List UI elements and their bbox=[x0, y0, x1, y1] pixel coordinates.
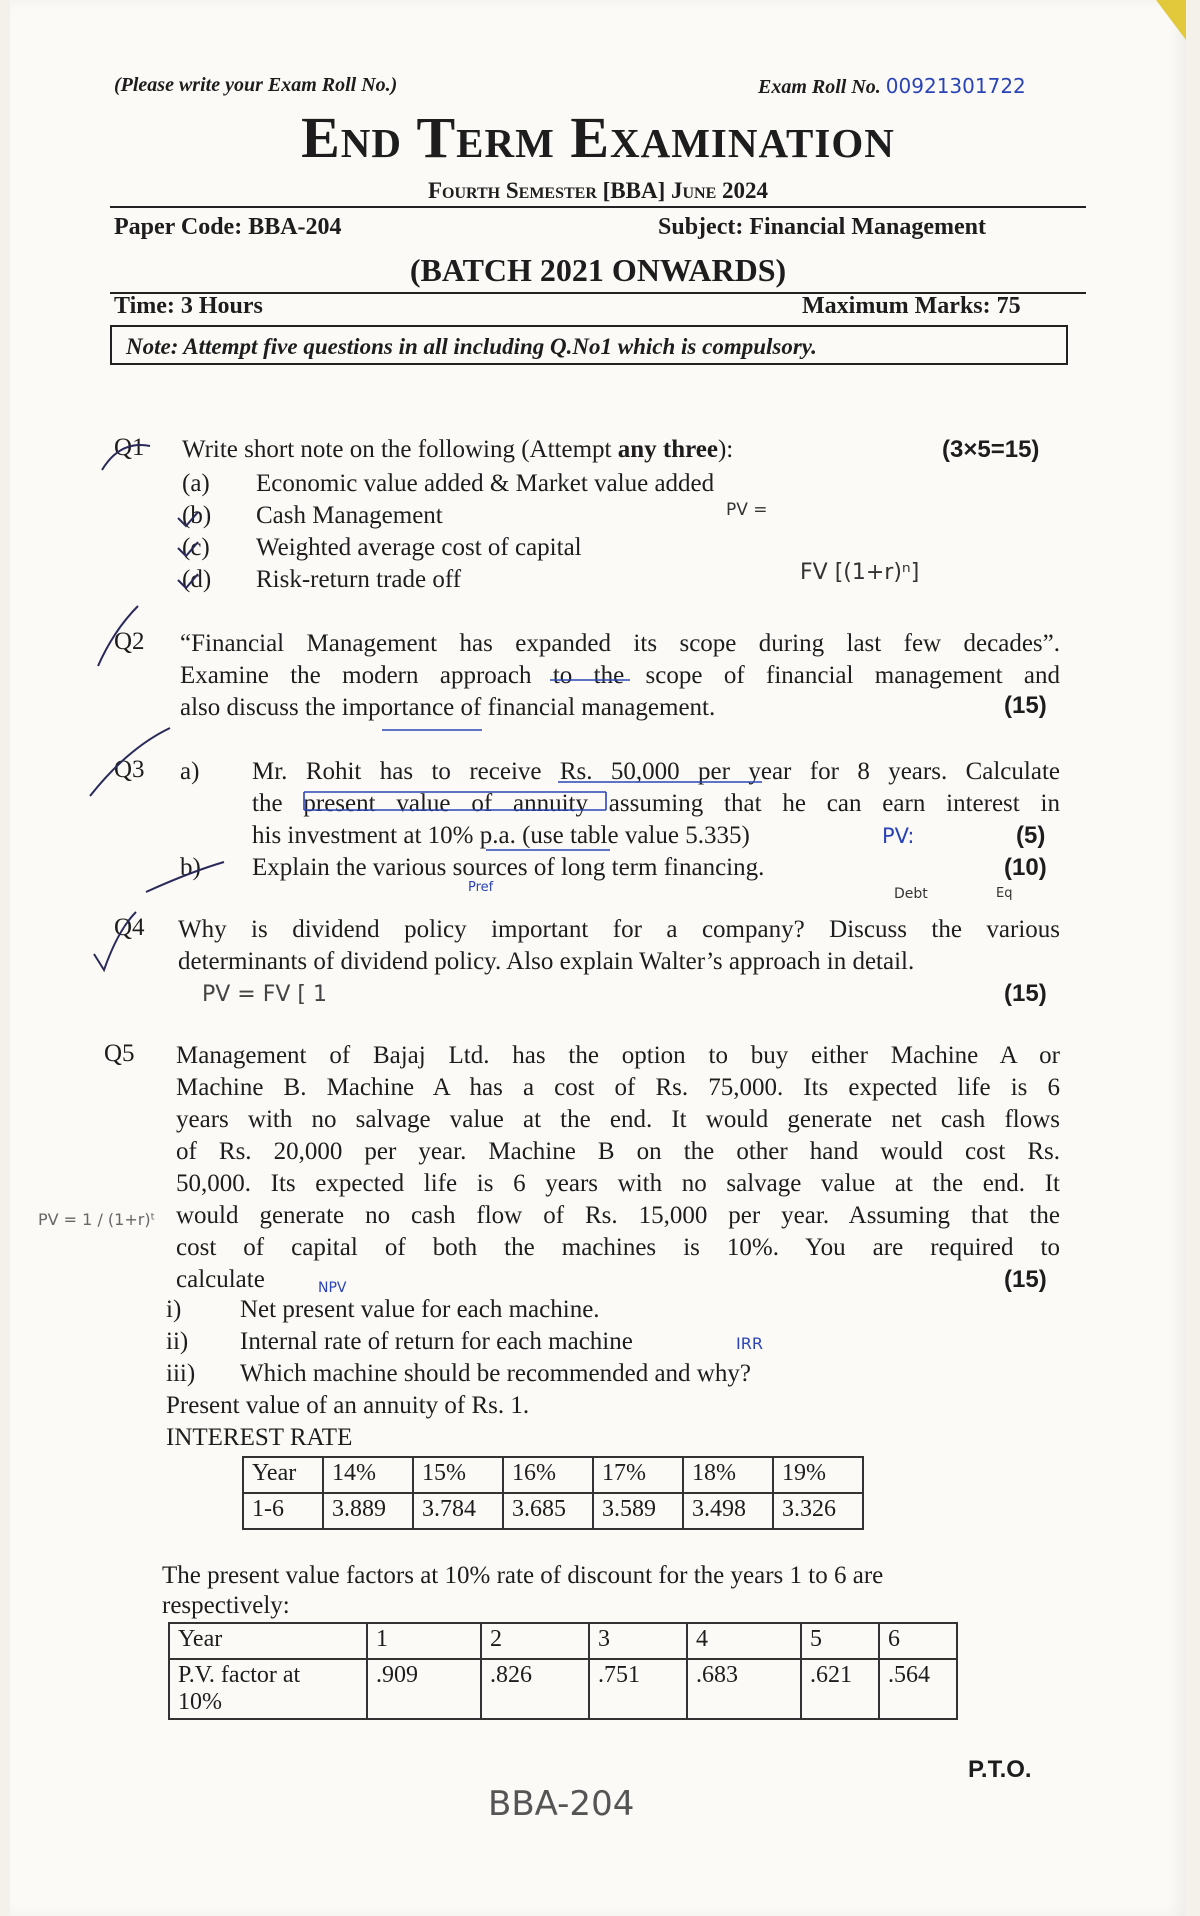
q5-line: Machine B. Machine A has a cost of Rs. 75,000. Its expected life is 6 bbox=[176, 1074, 1060, 1101]
roll-note: (Please write your Exam Roll No.) bbox=[114, 74, 398, 96]
pv-annuity-note: Present value of an annuity of Rs. 1. bbox=[166, 1392, 530, 1419]
q1-tick bbox=[102, 445, 150, 470]
semester-line: Fourth Semester [BBA] June 2024 bbox=[427, 178, 769, 203]
q1-marks: (3×5=15) bbox=[942, 436, 1040, 463]
annotation-eq: Eq bbox=[996, 886, 1013, 901]
table-cell: 6 bbox=[879, 1623, 957, 1659]
table-cell: 3.784 bbox=[413, 1493, 503, 1529]
q1c-tick bbox=[178, 542, 198, 556]
q1-item-text: Economic value added & Market value added bbox=[256, 470, 715, 497]
table-cell: 1-6 bbox=[243, 1493, 323, 1529]
q2-line: Examine the modern approach to the scope of financial management and bbox=[180, 662, 1060, 689]
time: Time: 3 Hours bbox=[114, 293, 263, 319]
annotation-pv-left: PV = 1 / (1+r)ᵗ bbox=[38, 1210, 156, 1229]
exam-title: End Term Examination bbox=[301, 105, 895, 170]
q3-tick bbox=[90, 728, 170, 796]
q5-line: calculate bbox=[176, 1266, 265, 1293]
q3a-marks: (5) bbox=[1016, 822, 1046, 849]
q3b-marks: (10) bbox=[1004, 854, 1047, 881]
pto: P.T.O. bbox=[968, 1756, 1032, 1783]
q5-line: 50,000. Its expected life is 6 years with no salvage value at the end. It bbox=[176, 1170, 1060, 1197]
q3a-line: the present value of annuity assuming that he can earn interest in bbox=[252, 790, 1060, 817]
table-cell: .751 bbox=[589, 1659, 687, 1719]
q1-item-label: (c) bbox=[182, 534, 210, 561]
q5-item-label: iii) bbox=[166, 1360, 196, 1387]
q5-line: cost of capital of both the machines is 10%. You are required to bbox=[176, 1234, 1060, 1261]
table-cell: 4 bbox=[687, 1623, 801, 1659]
table-cell: 3.498 bbox=[683, 1493, 773, 1529]
q4-tick bbox=[94, 912, 136, 970]
q1d-tick bbox=[178, 574, 198, 588]
q5-number: Q5 bbox=[104, 1040, 135, 1067]
annotation-irr: IRR bbox=[736, 1334, 763, 1353]
table-cell: 2 bbox=[481, 1623, 589, 1659]
q2-line: also discuss the importance of financial management. bbox=[180, 694, 716, 721]
annotation-debt: Debt bbox=[894, 886, 928, 902]
table-cell: 16% bbox=[503, 1457, 593, 1493]
q5-marks: (15) bbox=[1004, 1266, 1047, 1293]
instruction-note: Note: Attempt five questions in all including Q.No1 which is compulsory. bbox=[110, 325, 1068, 365]
paper-code: Paper Code: BBA-204 bbox=[114, 214, 342, 240]
table-cell: Year bbox=[243, 1457, 323, 1493]
table-cell: .564 bbox=[879, 1659, 957, 1719]
q3a-line: Mr. Rohit has to receive Rs. 50,000 per year for 8 years. Calculate bbox=[252, 758, 1060, 785]
annotation-pref: Pref bbox=[468, 880, 494, 895]
table-cell: .826 bbox=[481, 1659, 589, 1719]
q1-item-text: Cash Management bbox=[256, 502, 443, 529]
roll-value: 00921301722 bbox=[885, 74, 1026, 98]
table-cell: .621 bbox=[801, 1659, 879, 1719]
q1-text-bold: any three bbox=[617, 436, 718, 463]
q2-marks: (15) bbox=[1004, 692, 1047, 719]
q1-text-pre: Write short note on the following (Attempt bbox=[182, 436, 618, 463]
q5-line: would generate no cash flow of Rs. 15,000 per year. Assuming that the bbox=[176, 1202, 1060, 1229]
q4-number: Q4 bbox=[114, 914, 145, 941]
table-cell: 3.589 bbox=[593, 1493, 683, 1529]
roll-label: Exam Roll No. bbox=[758, 76, 881, 98]
table-cell: 14% bbox=[323, 1457, 413, 1493]
table-cell: 15% bbox=[413, 1457, 503, 1493]
table-cell: 17% bbox=[593, 1457, 683, 1493]
annotation-bba: BBA-204 bbox=[488, 1784, 635, 1824]
q3b-label: b) bbox=[180, 854, 201, 881]
q3b-tick bbox=[146, 862, 224, 892]
annotation-pv-q3: PV: bbox=[882, 824, 915, 848]
q2-tick bbox=[98, 606, 138, 666]
q1-item-text: Weighted average cost of capital bbox=[256, 534, 582, 561]
q2-number: Q2 bbox=[114, 628, 145, 655]
q1-item-text: Risk-return trade off bbox=[256, 566, 462, 593]
annotation-pv: PV = bbox=[726, 500, 768, 520]
table-cell: 19% bbox=[773, 1457, 863, 1493]
batch: (BATCH 2021 ONWARDS) bbox=[409, 252, 787, 288]
q5-line: of Rs. 20,000 per year. Machine B on the other hand would cost Rs. bbox=[176, 1138, 1060, 1165]
q5-item-label: i) bbox=[166, 1296, 182, 1323]
table-cell: 1 bbox=[367, 1623, 481, 1659]
table-cell: 18% bbox=[683, 1457, 773, 1493]
table-cell: 3.889 bbox=[323, 1493, 413, 1529]
q1-item-label: (a) bbox=[182, 470, 210, 497]
table-cell: 3.326 bbox=[773, 1493, 863, 1529]
q4-line: Why is dividend policy important for a company? Discuss the various bbox=[178, 916, 1060, 943]
q1-number: Q1 bbox=[114, 434, 145, 461]
annotation-npv: NPV bbox=[318, 1280, 347, 1296]
table-cell: .909 bbox=[367, 1659, 481, 1719]
pen-marks bbox=[10, 0, 1186, 1916]
pv-row-label-2: 10% bbox=[178, 1689, 222, 1715]
q5-line: years with no salvage value at the end. It would generate net cash flows bbox=[176, 1106, 1060, 1133]
pv-row-label: P.V. factor at bbox=[178, 1662, 301, 1688]
subject: Subject: Financial Management bbox=[658, 214, 986, 240]
pv-factor-note-2: respectively: bbox=[162, 1592, 290, 1619]
annotation-pv-q4: PV = FV [ 1 bbox=[202, 982, 328, 1007]
q1b-tick bbox=[178, 512, 198, 526]
q3a-label: a) bbox=[180, 758, 200, 785]
table-cell: Year bbox=[169, 1623, 367, 1659]
q4-marks: (15) bbox=[1004, 980, 1047, 1007]
q5-item-text: Net present value for each machine. bbox=[240, 1296, 600, 1323]
table-cell: 3.685 bbox=[503, 1493, 593, 1529]
q3b-text: Explain the various sources of long term financing. bbox=[252, 854, 765, 881]
q1-item-label: (d) bbox=[182, 566, 212, 593]
q3-number: Q3 bbox=[114, 756, 145, 783]
table-cell: .683 bbox=[687, 1659, 801, 1719]
box-annuity bbox=[304, 792, 606, 810]
q2-line: “Financial Management has expanded its scope during last few decades”. bbox=[180, 630, 1060, 657]
interest-rate-label: INTEREST RATE bbox=[166, 1424, 353, 1451]
exam-paper bbox=[10, 0, 1186, 1916]
q5-line: Management of Bajaj Ltd. has the option to buy either Machine A or bbox=[176, 1042, 1060, 1069]
table-cell: 5 bbox=[801, 1623, 879, 1659]
table-cell: 3 bbox=[589, 1623, 687, 1659]
annotation-fv: FV [(1+r)ⁿ] bbox=[800, 560, 920, 585]
max-marks: Maximum Marks: 75 bbox=[802, 293, 1021, 319]
q3a-line: his investment at 10% p.a. (use table value 5.335) bbox=[252, 822, 750, 849]
q5-item-text: Which machine should be recommended and why? bbox=[240, 1360, 751, 1387]
q5-item-text: Internal rate of return for each machine bbox=[240, 1328, 633, 1355]
pv-factor-note-1: The present value factors at 10% rate of discount for the years 1 to 6 are bbox=[162, 1562, 884, 1589]
q4-line: determinants of dividend policy. Also explain Walter’s approach in detail. bbox=[178, 948, 915, 975]
q1-text-post: ): bbox=[717, 436, 734, 463]
q1-item-label: (b) bbox=[182, 502, 212, 529]
q5-item-label: ii) bbox=[166, 1328, 189, 1355]
